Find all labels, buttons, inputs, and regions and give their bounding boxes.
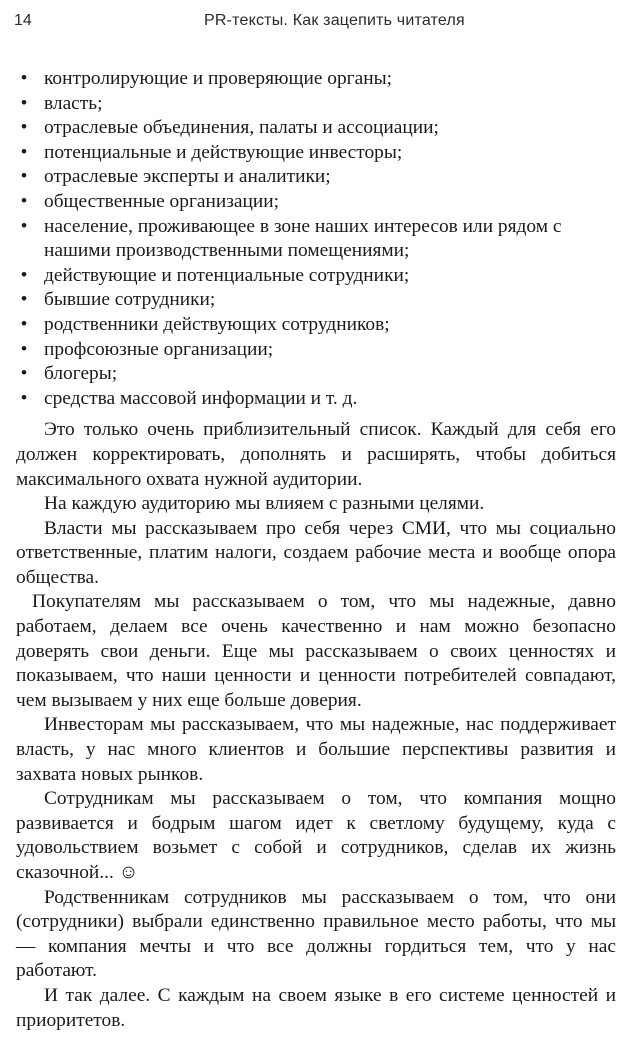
list-item-text: профсоюзные организации; (44, 338, 274, 360)
page-body (16, 67, 616, 1033)
page-number: 14 (14, 12, 32, 29)
list-item-text: общественные организации; (44, 190, 280, 212)
bullet-icon: • (20, 264, 28, 286)
page-header (14, 12, 604, 34)
running-title: PR-тексты. Как зацепить читателя (204, 12, 465, 29)
bullet-icon: • (20, 141, 28, 163)
bullet-icon: • (20, 190, 28, 212)
list-item-text: потенциальные и действующие инвесторы; (44, 141, 403, 163)
bullet-icon: • (20, 215, 28, 237)
paragraph: Власти мы рассказываем про себя через СМИ, что мы социально ответственные, платим налоги, создаем рабочие места и вообще опора общества. (16, 517, 616, 588)
paragraph: И так далее. С каждым на своем языке в его системе ценностей и приоритетов. (16, 984, 616, 1031)
bullet-icon: • (20, 363, 28, 385)
paragraph: Сотрудникам мы рассказываем о том, что компания мощно развивается и бодрым шагом идет к светлому будущему, куда с удовольствием возьмет с собой и сотрудников, сделав их жизнь сказочной... ☺ (16, 788, 616, 883)
list-item-text: контролирующие и проверяющие органы; (44, 68, 393, 89)
list-item (16, 215, 616, 264)
bullet-icon: • (20, 387, 28, 409)
list-item-text: бывшие сотрудники; (44, 289, 216, 311)
bullet-icon: • (20, 338, 28, 360)
list-item-text: средства массовой информации и т. д. (44, 387, 358, 409)
list-item (16, 165, 616, 190)
list-item-text: население, проживающее в зоне наших интересов или рядом с нашими производственными помещениями; (44, 215, 562, 262)
list-item-text: действующие и потенциальные сотрудники; (44, 264, 410, 286)
bullet-icon: • (20, 166, 28, 188)
paragraph: Инвесторам мы рассказываем, что мы надежные, нас поддерживает власть, у нас много клиентов и большие перспективы развития и захвата новых рынков. (16, 714, 616, 785)
audience-list (16, 67, 616, 411)
bullet-icon: • (20, 313, 28, 335)
bullet-icon: • (20, 68, 28, 89)
bullet-icon: • (20, 92, 28, 114)
list-item-text: власть; (44, 92, 103, 114)
list-item-text: блогеры; (44, 363, 118, 385)
list-item (16, 387, 616, 412)
list-item (16, 338, 616, 363)
paragraph: Покупателям мы рассказываем о том, что мы надежные, давно работаем, делаем все очень качественно и нам можно безопасно доверять свои деньги. Еще мы рассказываем о своих ценностях и показываем, что наши ценности и ценности потребителей совпадают, чем вызываем у них еще больше доверия. (16, 591, 616, 711)
list-item (16, 264, 616, 289)
list-item (16, 288, 616, 313)
list-item (16, 67, 616, 92)
list-item (16, 313, 616, 338)
list-item (16, 141, 616, 166)
list-item (16, 92, 616, 117)
paragraph: На каждую аудиторию мы влияем с разными целями. (44, 493, 485, 515)
list-item-text: отраслевые объединения, палаты и ассоциации; (44, 117, 439, 139)
list-item-text: отраслевые эксперты и аналитики; (44, 166, 331, 188)
list-item (16, 362, 616, 387)
list-item (16, 190, 616, 215)
bullet-icon: • (20, 289, 28, 311)
paragraph: Это только очень приблизительный список. Каждый для себя его должен корректировать, дополнять и расширять, чтобы добиться максимального охвата нужной аудитории. (16, 419, 616, 490)
paragraph: Родственникам сотрудников мы рассказываем о том, что они (сотрудники) выбрали единственно правильное место работы, что мы — компания мечты и что все должны гордиться тем, что у нас работают. (16, 886, 616, 982)
bullet-icon: • (20, 117, 28, 139)
list-item (16, 116, 616, 141)
list-item-text: родственники действующих сотрудников; (44, 313, 390, 335)
